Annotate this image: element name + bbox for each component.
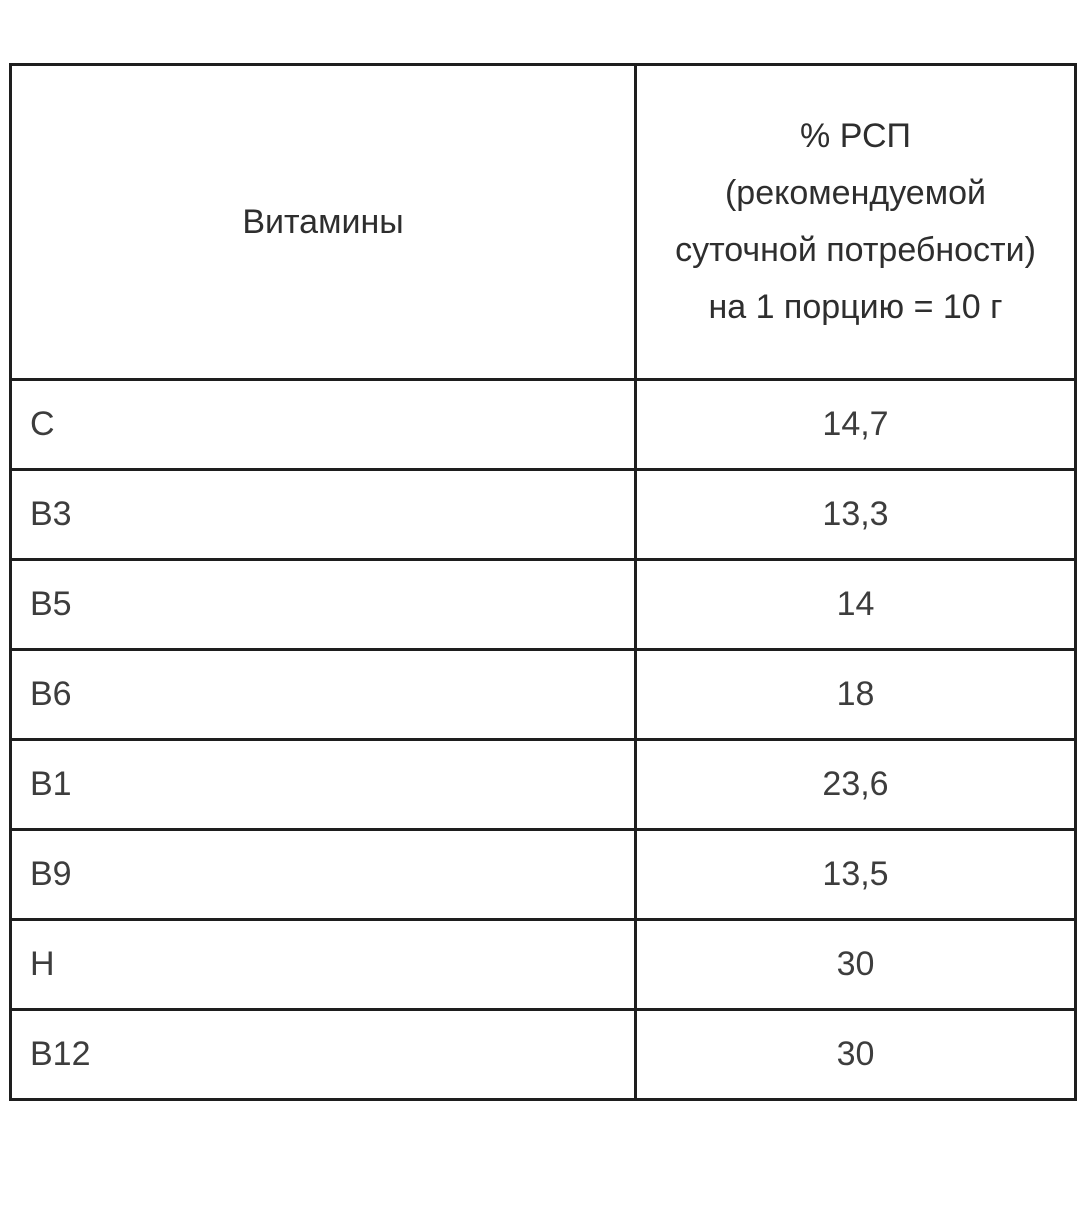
vitamin-value-cell: 13,3 <box>636 470 1076 560</box>
vitamin-value-cell: 30 <box>636 1010 1076 1100</box>
vitamin-value-cell: 13,5 <box>636 830 1076 920</box>
table-header-row <box>11 65 1076 380</box>
table-row <box>11 1010 1076 1100</box>
vitamin-value-cell: 30 <box>636 920 1076 1010</box>
vitamin-value-cell: 23,6 <box>636 740 1076 830</box>
table-row <box>11 650 1076 740</box>
table-row <box>11 830 1076 920</box>
table-row <box>11 470 1076 560</box>
table-row <box>11 920 1076 1010</box>
vitamin-name-cell: C <box>11 380 636 470</box>
header-vitamins: Витамины <box>11 65 636 380</box>
vitamin-name-cell: B6 <box>11 650 636 740</box>
table-row <box>11 740 1076 830</box>
vitamin-name-cell: H <box>11 920 636 1010</box>
vitamin-value-cell: 14 <box>636 560 1076 650</box>
vitamin-name-cell: B3 <box>11 470 636 560</box>
vitamin-value-cell: 18 <box>636 650 1076 740</box>
vitamins-table <box>9 63 1077 1101</box>
table-row <box>11 380 1076 470</box>
vitamin-name-cell: B5 <box>11 560 636 650</box>
vitamin-name-cell: B1 <box>11 740 636 830</box>
vitamin-name-cell: B9 <box>11 830 636 920</box>
header-daily-value-percent: % РСП (рекомендуемой суточной потребности) на 1 порцию = 10 г <box>636 65 1076 380</box>
vitamin-value-cell: 14,7 <box>636 380 1076 470</box>
table-row <box>11 560 1076 650</box>
vitamin-name-cell: B12 <box>11 1010 636 1100</box>
